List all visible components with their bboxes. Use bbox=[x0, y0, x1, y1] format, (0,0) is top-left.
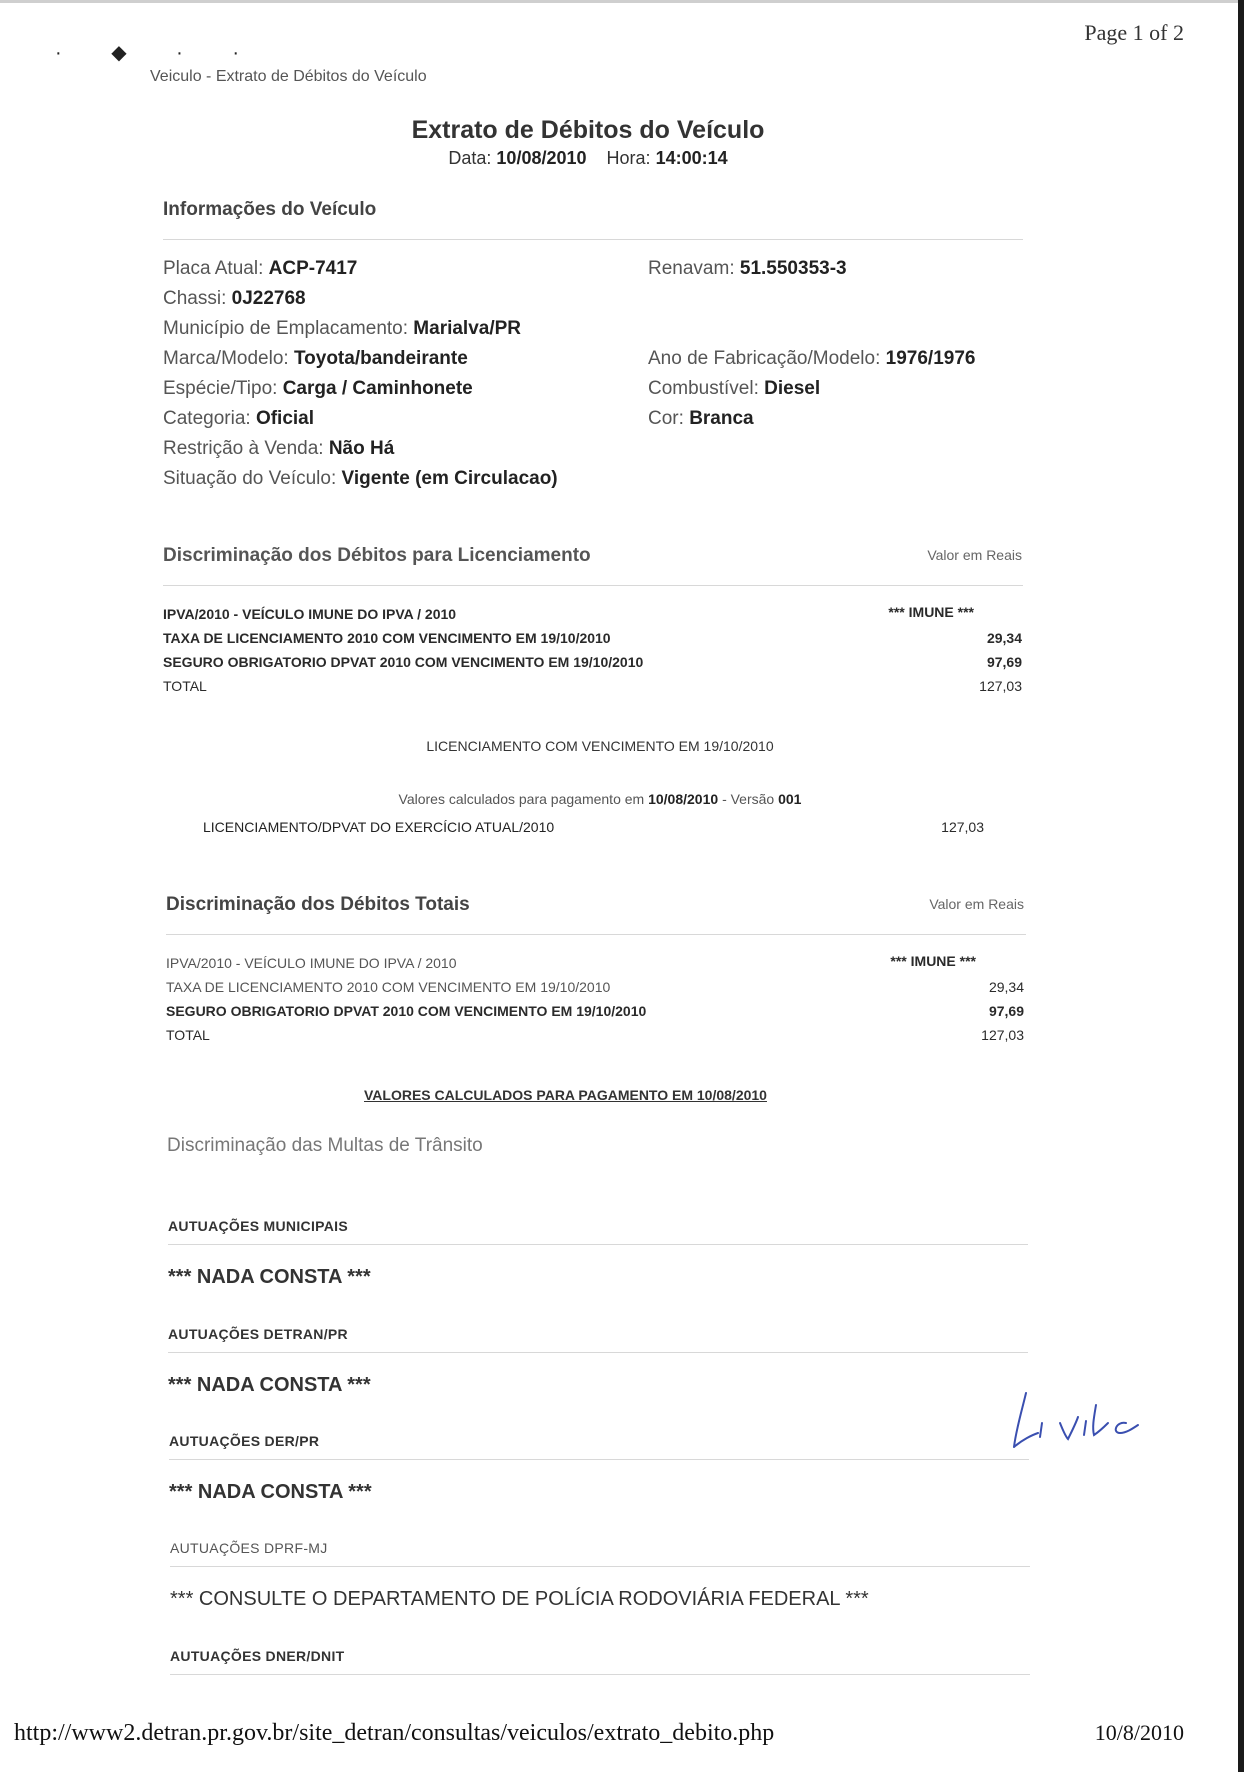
licenciamento-currency-note: Valor em Reais bbox=[927, 547, 1022, 563]
combustivel-field bbox=[648, 378, 820, 400]
categoria-label: Categoria: bbox=[163, 408, 251, 429]
multas-group-caption: AUTUAÇÕES DNER/DNIT bbox=[170, 1648, 345, 1664]
multas-group-status: *** NADA CONSTA *** bbox=[168, 1266, 371, 1288]
table-row-desc: SEGURO OBRIGATORIO DPVAT 2010 COM VENCIMENTO EM 19/10/2010 bbox=[166, 1003, 647, 1019]
table-row-desc: SEGURO OBRIGATORIO DPVAT 2010 COM VENCIMENTO EM 19/10/2010 bbox=[163, 654, 644, 670]
table-row-desc: TOTAL bbox=[163, 678, 207, 694]
handwritten-signature bbox=[1008, 1385, 1158, 1455]
divider bbox=[168, 1352, 1028, 1353]
print-date: 10/8/2010 bbox=[1094, 1720, 1184, 1745]
chassi-field bbox=[163, 288, 306, 310]
municipio-field bbox=[163, 318, 521, 340]
especie-field bbox=[163, 378, 473, 400]
divider bbox=[166, 934, 1026, 935]
renavam-label: Renavam: bbox=[648, 258, 735, 279]
restricao-label: Restrição à Venda: bbox=[163, 438, 324, 459]
scan-speckles-icon: · ◆ · · bbox=[55, 42, 262, 64]
placa-label: Placa Atual: bbox=[163, 258, 264, 279]
especie-label: Espécie/Tipo: bbox=[163, 378, 278, 399]
multas-group-status: *** CONSULTE O DEPARTAMENTO DE POLÍCIA RODOVIÁRIA FEDERAL *** bbox=[170, 1588, 869, 1610]
placa-field bbox=[163, 258, 357, 280]
scan-edge-top bbox=[0, 0, 1244, 3]
chassi-value: 0J22768 bbox=[231, 288, 306, 309]
vehicle-section-title: Informações do Veículo bbox=[163, 199, 377, 220]
date-value: 10/08/2010 bbox=[496, 148, 587, 168]
renavam-value: 51.550353-3 bbox=[739, 258, 847, 279]
licenciamento-section-title: Discriminação dos Débitos para Licenciamento bbox=[163, 545, 591, 566]
table-row-desc: TOTAL bbox=[166, 1027, 210, 1043]
categoria-value: Oficial bbox=[255, 408, 315, 429]
calc-note-version: 001 bbox=[778, 791, 802, 807]
date-label: Data: bbox=[448, 148, 492, 168]
cor-field bbox=[648, 408, 754, 430]
renavam-field bbox=[648, 258, 847, 280]
table-row-value: *** IMUNE *** bbox=[888, 604, 974, 620]
calc-note-sep: - Versão bbox=[722, 791, 775, 807]
restricao-field bbox=[163, 438, 394, 460]
time-value: 14:00:14 bbox=[655, 148, 728, 168]
totais-section-title: Discriminação dos Débitos Totais bbox=[166, 894, 470, 915]
divider bbox=[168, 1244, 1028, 1245]
municipio-label: Município de Emplacamento: bbox=[163, 318, 409, 339]
chassi-label: Chassi: bbox=[163, 288, 227, 309]
breadcrumb: Veiculo - Extrato de Débitos do Veículo bbox=[150, 68, 427, 85]
page-indicator: Page 1 of 2 bbox=[1084, 20, 1184, 45]
table-row-desc: TAXA DE LICENCIAMENTO 2010 COM VENCIMENTO EM 19/10/2010 bbox=[166, 979, 611, 995]
marca-label: Marca/Modelo: bbox=[163, 348, 289, 369]
page-url: http://www2.detran.pr.gov.br/site_detran/consultas/veiculos/extrato_debito.php bbox=[14, 1720, 775, 1746]
cor-value: Branca bbox=[689, 408, 754, 429]
table-row-desc: IPVA/2010 - VEÍCULO IMUNE DO IPVA / 2010 bbox=[166, 955, 457, 971]
combustivel-value: Diesel bbox=[764, 378, 821, 399]
situacao-label: Situação do Veículo: bbox=[163, 468, 337, 489]
multas-group-status: *** NADA CONSTA *** bbox=[168, 1374, 371, 1396]
especie-value: Carga / Caminhonete bbox=[282, 378, 473, 399]
multas-group-caption: AUTUAÇÕES DETRAN/PR bbox=[168, 1326, 348, 1342]
calc-link[interactable]: VALORES CALCULADOS PARA PAGAMENTO EM 10/08/2010 bbox=[364, 1087, 767, 1103]
situacao-field bbox=[163, 468, 558, 490]
vencimento-title: LICENCIAMENTO COM VENCIMENTO EM 19/10/2010 bbox=[426, 738, 774, 754]
multas-group-caption: AUTUAÇÕES DER/PR bbox=[169, 1433, 320, 1449]
ano-value: 1976/1976 bbox=[885, 348, 976, 369]
table-row-value: 29,34 bbox=[988, 979, 1024, 995]
calc-note-prefix: Valores calculados para pagamento em bbox=[398, 791, 645, 807]
divider bbox=[163, 585, 1023, 586]
date-time-line bbox=[0, 148, 1176, 169]
multas-group-status: *** NADA CONSTA *** bbox=[169, 1481, 372, 1503]
combustivel-label: Combustível: bbox=[648, 378, 759, 399]
ano-field bbox=[648, 348, 975, 370]
table-row-value: 97,69 bbox=[986, 654, 1022, 670]
totais-currency-note: Valor em Reais bbox=[929, 896, 1024, 912]
divider bbox=[170, 1566, 1030, 1567]
table-row-value: 127,03 bbox=[979, 678, 1022, 694]
multas-group-caption: AUTUAÇÕES MUNICIPAIS bbox=[168, 1218, 348, 1234]
divider bbox=[170, 1674, 1030, 1675]
cor-label: Cor: bbox=[648, 408, 684, 429]
table-row-value: 29,34 bbox=[986, 630, 1022, 646]
municipio-value: Marialva/PR bbox=[413, 318, 522, 339]
table-row-value: 97,69 bbox=[988, 1003, 1024, 1019]
multas-group-caption: AUTUAÇÕES DPRF-MJ bbox=[170, 1540, 328, 1556]
exercicio-value: 127,03 bbox=[941, 819, 984, 835]
marca-field bbox=[163, 348, 468, 370]
calc-note bbox=[0, 791, 1200, 807]
divider bbox=[163, 239, 1023, 240]
table-row-desc: TAXA DE LICENCIAMENTO 2010 COM VENCIMENTO EM 19/10/2010 bbox=[163, 630, 611, 646]
categoria-field bbox=[163, 408, 314, 430]
calc-note-date: 10/08/2010 bbox=[648, 791, 719, 807]
marca-value: Toyota/bandeirante bbox=[293, 348, 468, 369]
time-label: Hora: bbox=[606, 148, 651, 168]
scan-edge-right bbox=[1238, 0, 1244, 1772]
divider bbox=[169, 1459, 1029, 1460]
multas-section-title: Discriminação das Multas de Trânsito bbox=[167, 1135, 483, 1156]
table-row-value: 127,03 bbox=[981, 1027, 1024, 1043]
table-row-value: *** IMUNE *** bbox=[890, 953, 976, 969]
table-row-desc: IPVA/2010 - VEÍCULO IMUNE DO IPVA / 2010 bbox=[163, 606, 457, 622]
exercicio-label: LICENCIAMENTO/DPVAT DO EXERCÍCIO ATUAL/2010 bbox=[203, 819, 555, 835]
restricao-value: Não Há bbox=[328, 438, 395, 459]
page-title: Extrato de Débitos do Veículo bbox=[411, 116, 765, 144]
ano-label: Ano de Fabricação/Modelo: bbox=[648, 348, 881, 369]
situacao-value: Vigente (em Circulacao) bbox=[341, 468, 558, 489]
placa-value: ACP-7417 bbox=[268, 258, 358, 279]
